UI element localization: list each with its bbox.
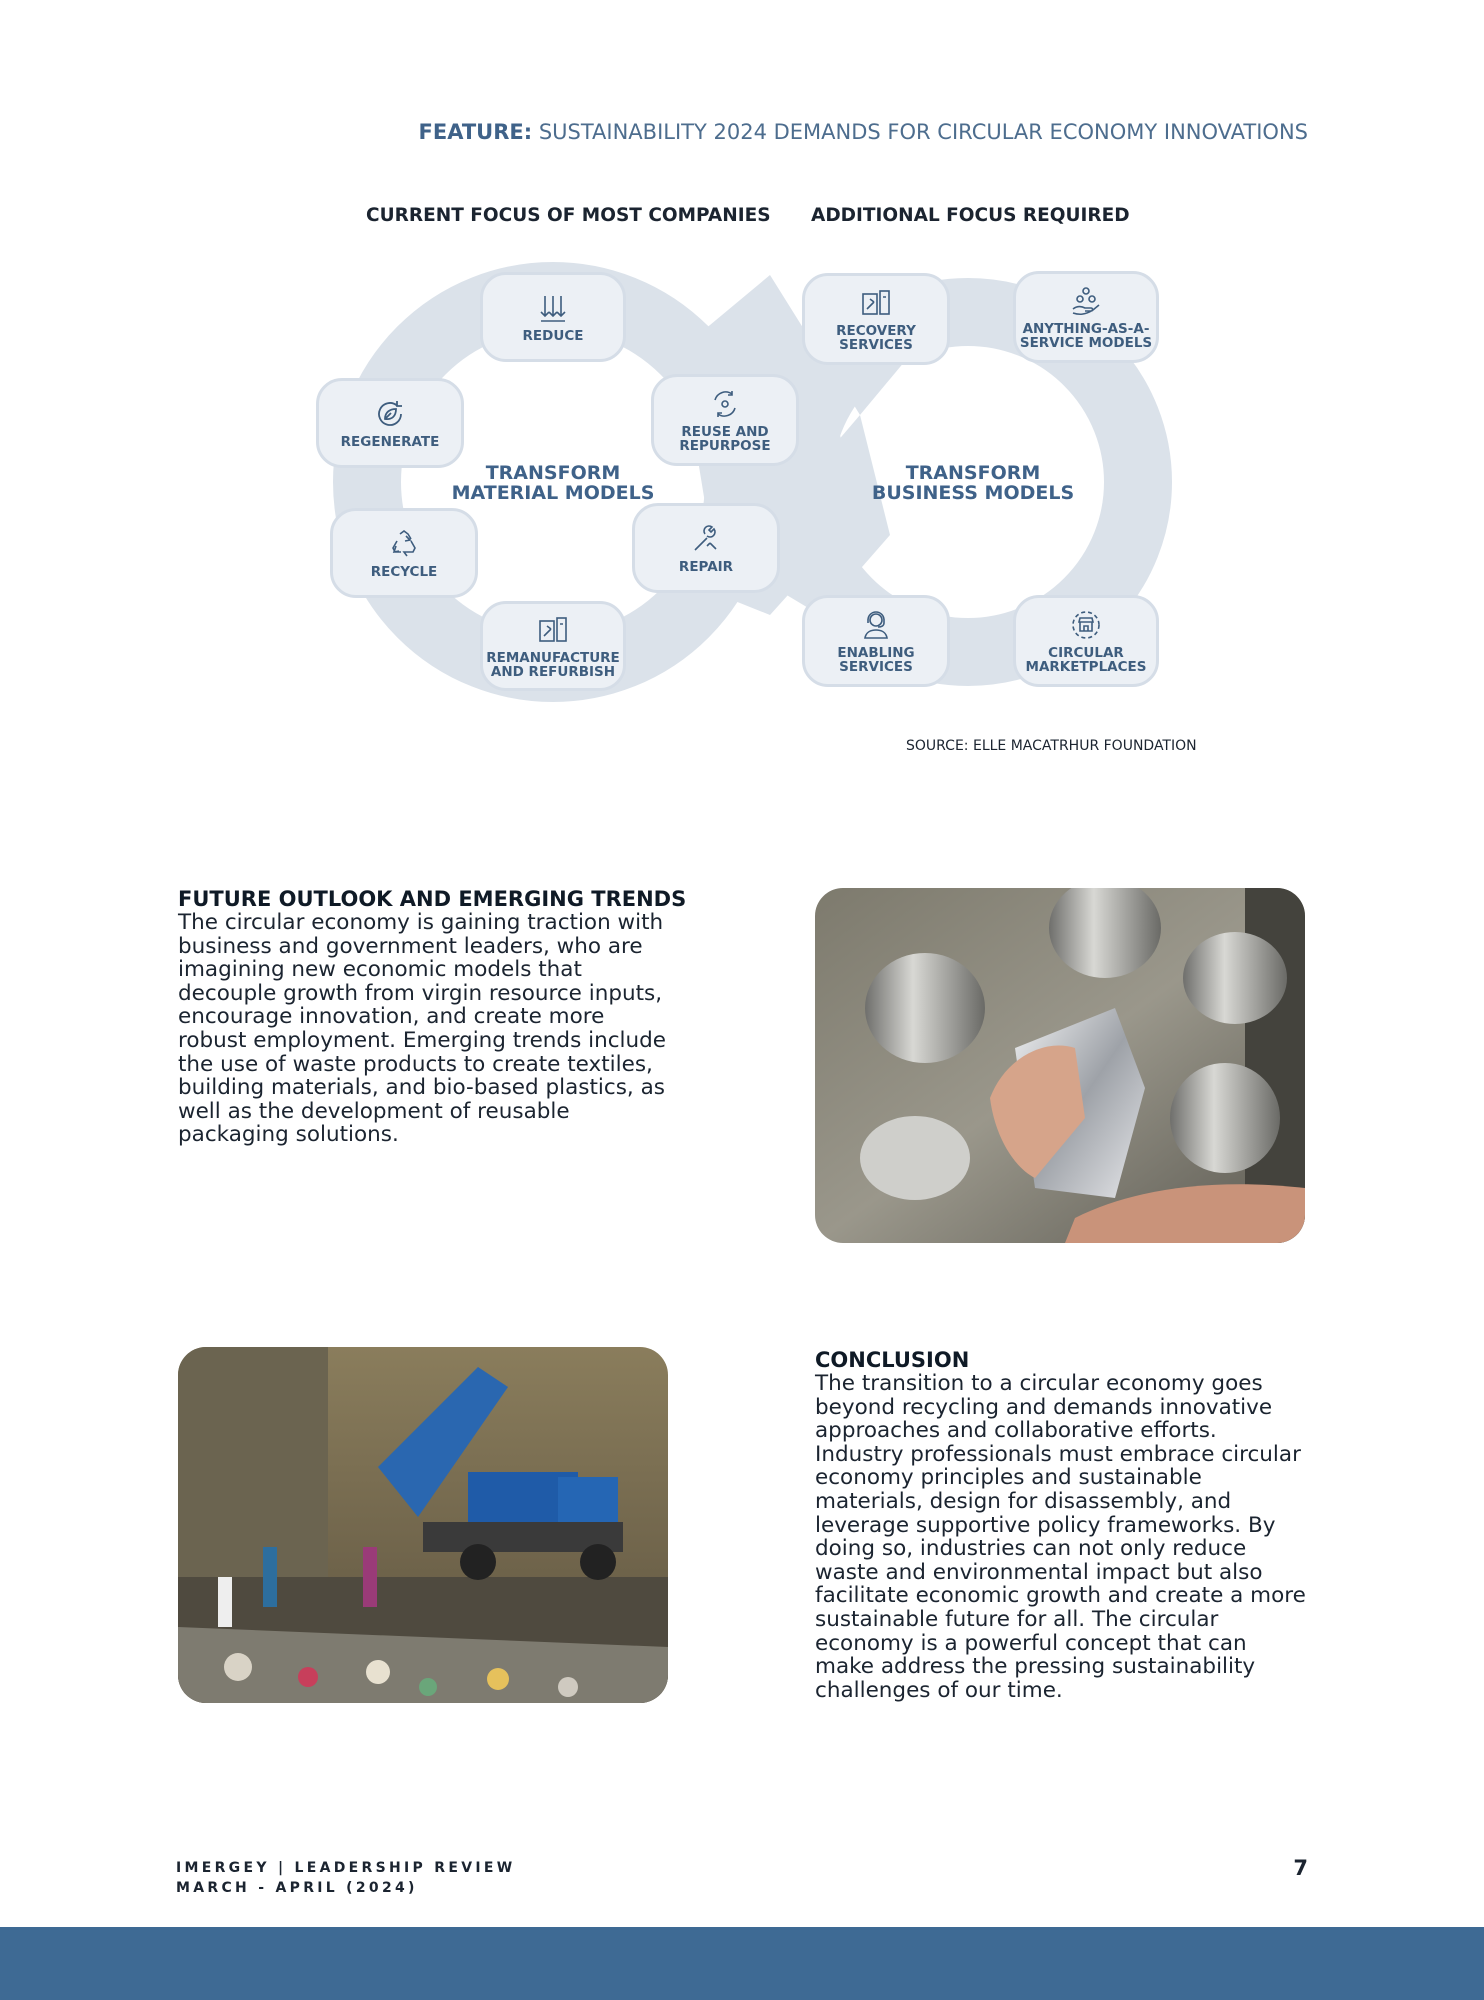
repair-tools-icon xyxy=(690,523,722,555)
footer-bar xyxy=(0,1927,1484,2000)
footer-publication xyxy=(176,1858,515,1898)
regenerate-leaf-icon xyxy=(374,398,406,430)
marketplace-icon xyxy=(1070,609,1102,641)
node-label: REUSE AND REPURPOSE xyxy=(679,423,771,454)
future-outlook-body: The circular economy is gaining traction with business and government leaders, who are imagining new economic models that decouple growth from virgin resource inputs, encourage innovation, and create more robust employment. Emerging trends include the use of waste products to create textiles, building materials, and bio-based plastics, as well as the development of reusable packaging solutions. xyxy=(178,910,667,1148)
node-label: REGENERATE xyxy=(340,433,440,450)
recovery-icon xyxy=(860,287,892,319)
node-repair xyxy=(632,503,780,593)
crushed-can-photo xyxy=(815,888,1305,1243)
dump-truck-landfill-photo xyxy=(178,1347,668,1703)
node-recovery-services xyxy=(802,273,950,365)
feature-header xyxy=(419,120,1308,144)
future-outlook-title: FUTURE OUTLOOK AND EMERGING TRENDS xyxy=(178,887,687,911)
support-agent-icon xyxy=(860,609,892,641)
node-label: CIRCULAR MARKETPLACES xyxy=(1025,644,1147,675)
footer-line-1: IMERGEY | LEADERSHIP REVIEW xyxy=(176,1860,516,1876)
conclusion-body: The transition to a circular economy goes beyond recycling and demands innovative approaches and collaborative efforts. Industry professionals must embrace circular economy principles and sustainable materials, design for disassembly, and leverage supportive policy frameworks. By doing so, industries can not only reduce waste and environmental impact but also facilitate economic growth and create a more sustainable future for all. The circular economy is a powerful concept that can make address the pressing sustainability challenges of our time. xyxy=(815,1371,1306,1703)
recycle-icon xyxy=(388,528,420,560)
node-remanufacture xyxy=(480,601,626,691)
node-label: RECOVERY SERVICES xyxy=(836,322,916,353)
feature-title: SUSTAINABILITY 2024 DEMANDS FOR CIRCULAR ECONOMY INNOVATIONS xyxy=(538,120,1308,144)
node-reduce xyxy=(480,272,626,362)
reuse-cycle-icon xyxy=(709,388,741,420)
node-label: RECYCLE xyxy=(370,563,438,580)
material-models-center-label: TRANSFORM MATERIAL MODELS xyxy=(451,462,655,504)
conclusion-title: CONCLUSION xyxy=(815,1348,970,1372)
right-diagram-heading: ADDITIONAL FOCUS REQUIRED xyxy=(811,205,1130,226)
node-circular-marketplaces xyxy=(1013,595,1159,687)
node-label: REMANUFACTURE AND REFURBISH xyxy=(486,649,620,680)
node-enabling-services xyxy=(802,595,950,687)
page-number: 7 xyxy=(1293,1856,1308,1880)
reduce-arrows-icon xyxy=(537,292,569,324)
node-label: ANYTHING-AS-A- SERVICE MODELS xyxy=(1019,320,1153,351)
diagram-source: SOURCE: ELLE MACATRHUR FOUNDATION xyxy=(906,738,1197,754)
node-regenerate xyxy=(316,378,464,468)
circular-economy-diagram xyxy=(300,255,1180,705)
node-label: ENABLING SERVICES xyxy=(837,644,915,675)
service-hand-icon xyxy=(1070,285,1102,317)
node-reuse-repurpose xyxy=(651,374,799,466)
node-recycle xyxy=(330,508,478,598)
footer-line-2: MARCH - APRIL (2024) xyxy=(176,1880,418,1896)
business-models-center-label: TRANSFORM BUSINESS MODELS xyxy=(871,462,1075,504)
feature-label: FEATURE: xyxy=(418,120,533,144)
node-anything-as-a-service xyxy=(1013,271,1159,363)
left-diagram-heading: CURRENT FOCUS OF MOST COMPANIES xyxy=(366,205,771,226)
node-label: REDUCE xyxy=(522,327,584,344)
node-label: REPAIR xyxy=(678,558,734,575)
remanufacture-icon xyxy=(537,614,569,646)
